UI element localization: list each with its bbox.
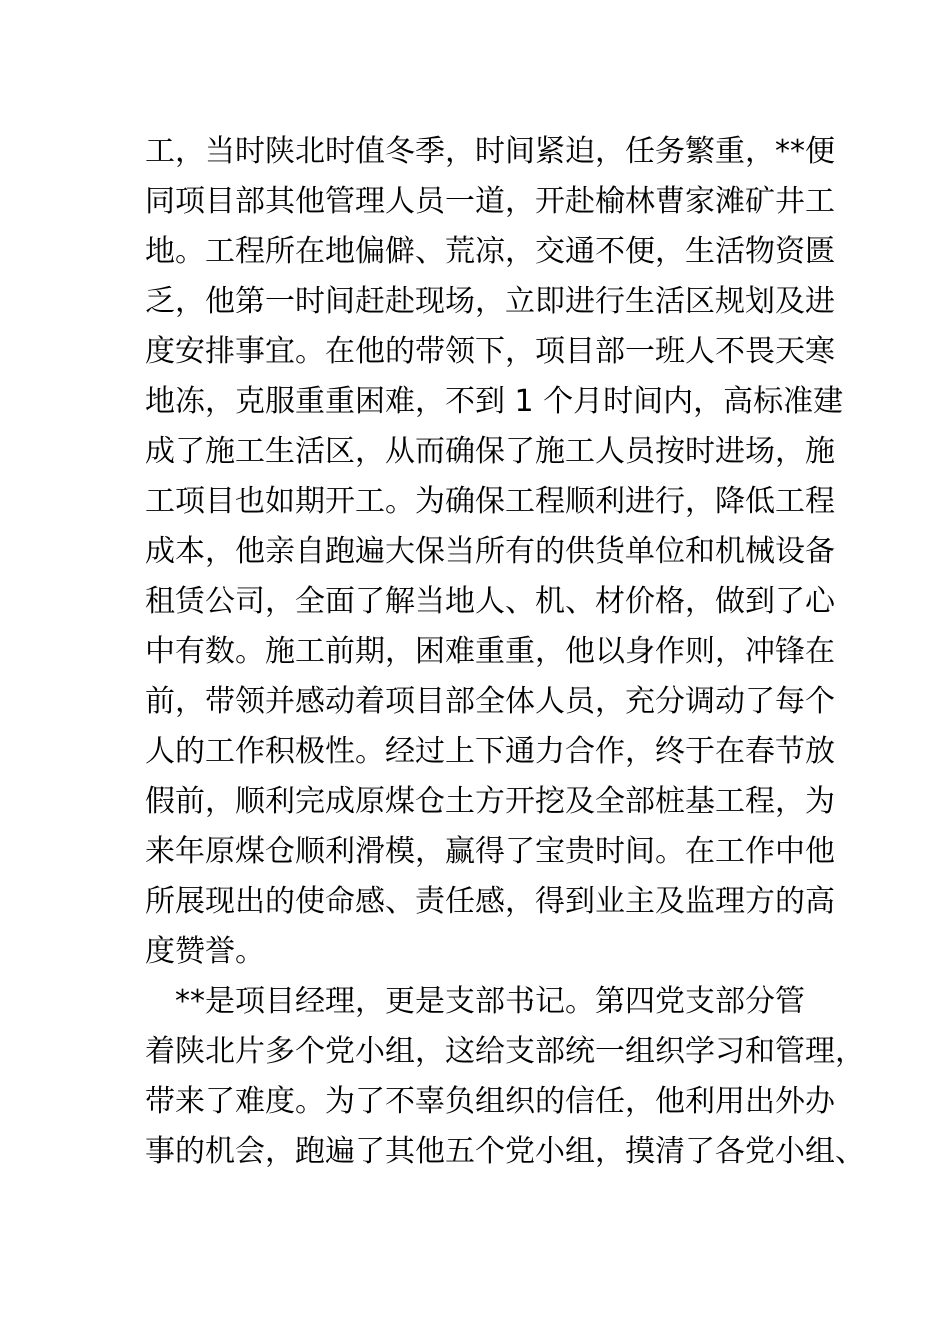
body-text xyxy=(145,127,865,1177)
text-line: 中有数。施工前期，困难重重，他以身作则，冲锋在 xyxy=(145,634,835,669)
text-line: **是项目经理，更是支部书记。第四党支部分管 xyxy=(145,984,805,1019)
text-line: 工，当时陕北时值冬季，时间紧迫，任务繁重，**便 xyxy=(145,134,835,169)
paragraph-1 xyxy=(145,127,844,977)
text-line: 度安排事宜。在他的带领下，项目部一班人不畏天寒 xyxy=(145,334,835,369)
text-line: 工项目也如期开工。为确保工程顺利进行，降低工程 xyxy=(145,484,835,519)
text-line: 同项目部其他管理人员一道，开赴榆林曹家滩矿井工 xyxy=(145,184,835,219)
text-line: 乏，他第一时间赶赴现场，立即进行生活区规划及进 xyxy=(145,284,835,319)
text-line: 租赁公司，全面了解当地人、机、材价格，做到了心 xyxy=(145,584,835,619)
text-line: 成本，他亲自跑遍大保当所有的供货单位和机械设备 xyxy=(145,534,835,569)
text-line: 事的机会，跑遍了其他五个党小组，摸清了各党小组、 xyxy=(145,1134,865,1169)
text-line: 度赞誉。 xyxy=(145,934,265,969)
text-line: 带来了难度。为了不辜负组织的信任，他利用出外办 xyxy=(145,1084,835,1119)
text-line: 所展现出的使命感、责任感，得到业主及监理方的高 xyxy=(145,884,835,919)
text-line: 人的工作积极性。经过上下通力合作，终于在春节放 xyxy=(145,734,835,769)
text-line: 假前，顺利完成原煤仓土方开挖及全部桩基工程，为 xyxy=(145,784,835,819)
text-line: 来年原煤仓顺利滑模，赢得了宝贵时间。在工作中他 xyxy=(145,834,835,869)
text-line: 地。工程所在地偏僻、荒凉，交通不便，生活物资匮 xyxy=(145,234,835,269)
text-line: 成了施工生活区，从而确保了施工人员按时进场，施 xyxy=(145,434,835,469)
text-line: 着陕北片多个党小组，这给支部统一组织学习和管理， xyxy=(145,1034,865,1069)
text-line: 地冻，克服重重困难，不到 1 个月时间内，高标准建 xyxy=(145,384,844,419)
text-line: 前，带领并感动着项目部全体人员，充分调动了每个 xyxy=(145,684,835,719)
paragraph-2 xyxy=(145,977,865,1177)
